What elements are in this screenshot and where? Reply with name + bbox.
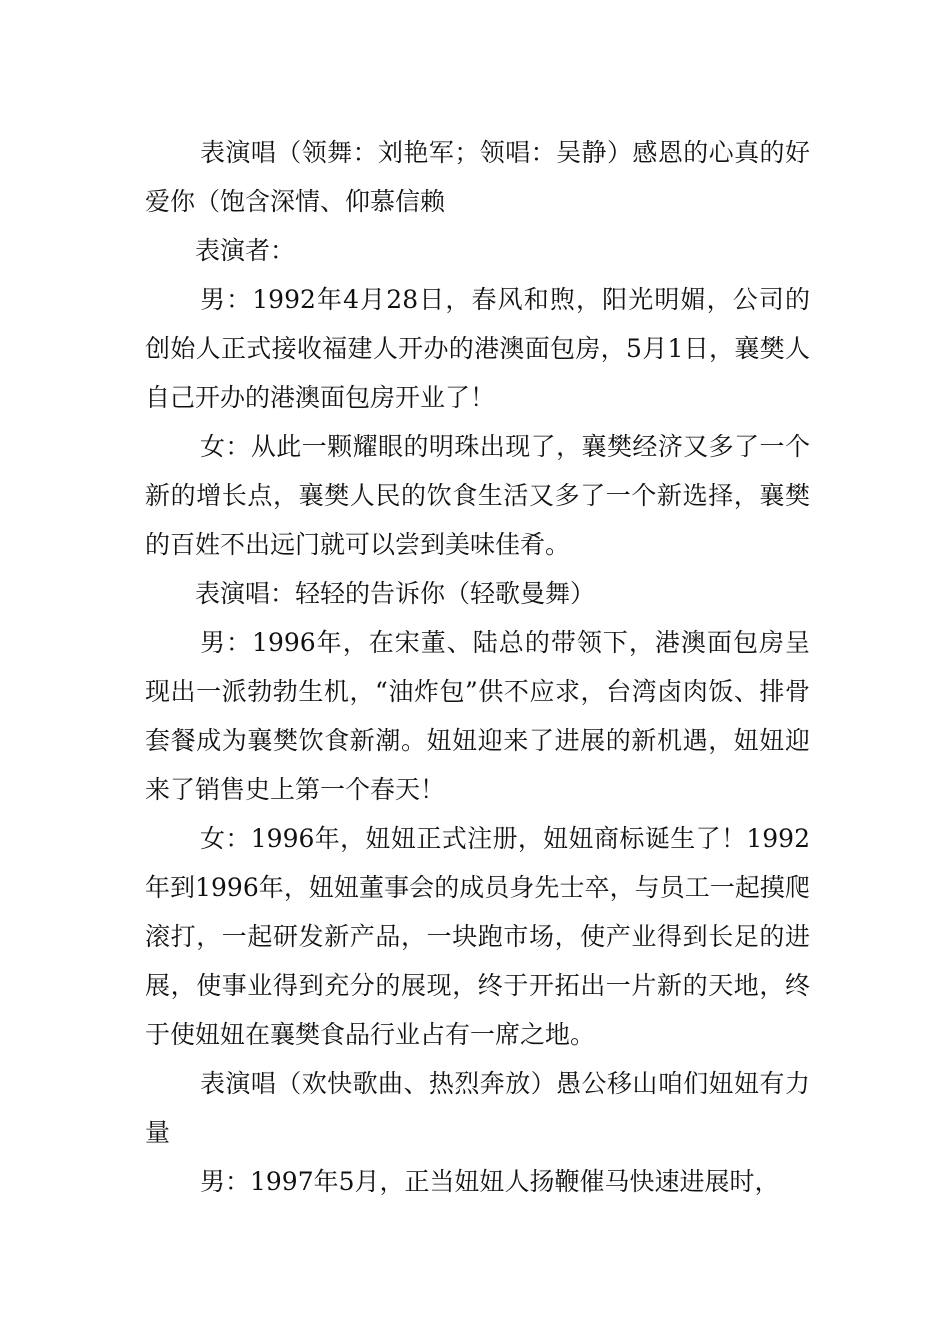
paragraph-performance-3: 表演唱（欢快歌曲、热烈奔放）愚公移山咱们妞妞有力量 <box>145 1069 810 1147</box>
paragraph-female-pearl: 女：从此一颗耀眼的明珠出现了，襄樊经济又多了一个新的增长点，襄樊人民的饮食生活又多了一个新选择，襄樊的百姓不出远门就可以尝到美味佳肴。 <box>145 432 810 559</box>
paragraph-performance-1: 表演唱（领舞：刘艳军；领唱：吴静）感恩的心真的好爱你（饱含深情、仰慕信赖 <box>145 138 810 216</box>
paragraph-male-1997: 男：1997年5月，正当妞妞人扬鞭催马快速进展时， <box>200 1167 780 1196</box>
paragraph-male-1996: 男：1996年，在宋董、陆总的带领下，港澳面包房呈现出一派勃勃生机，“油炸包”供不应求，台湾卤肉饭、排骨套餐成为襄樊饮食新潮。妞妞迎来了进展的新机遇，妞妞迎来了销售史上第一个春天！ <box>145 628 810 804</box>
paragraph-performance-2: 表演唱：轻轻的告诉你（轻歌曼舞） <box>195 579 596 608</box>
document-body <box>145 128 810 1206</box>
paragraph-male-1992: 男：1992年4月28日，春风和煦，阳光明媚，公司的创始人正式接收福建人开办的港澳面包房，5月1日，襄樊人自己开办的港澳面包房开业了！ <box>145 285 810 412</box>
paragraph-performers: 表演者： <box>195 236 296 265</box>
paragraph-female-1996: 女：1996年，妞妞正式注册，妞妞商标诞生了！1992年到1996年，妞妞董事会的成员身先士卒，与员工一起摸爬滚打，一起研发新产品，一块跑市场，使产业得到长足的进展，使事业得到充分的展现，终于开拓出一片新的天地，终于使妞妞在襄樊食品行业占有一席之地。 <box>145 824 810 1049</box>
